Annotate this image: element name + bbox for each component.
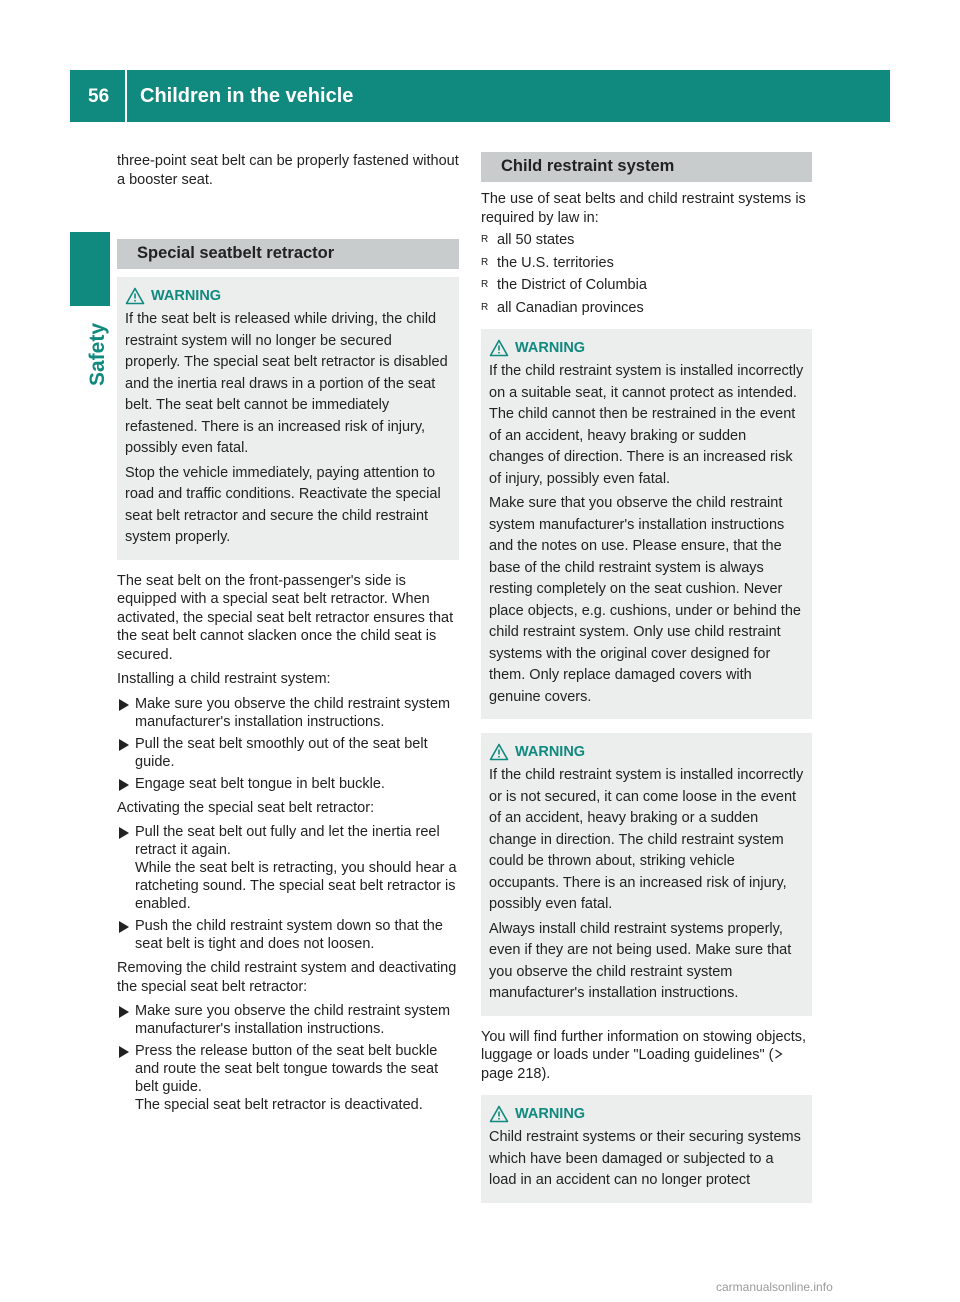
bullet-r-icon: R (481, 234, 489, 245)
warning-box-securing (481, 733, 812, 1016)
step-item (117, 823, 459, 913)
bullet-r-icon: R (481, 301, 489, 313)
section-heading-child-restraint: Child restraint system (481, 152, 812, 182)
step-result-note: While the seat belt is retracting, you should hear a ratcheting sound. The special seat belt retractor is enabled. (135, 860, 457, 912)
step-arrow-icon (117, 698, 131, 712)
page-title: Children in the vehicle (140, 85, 354, 107)
header-divider (125, 70, 127, 122)
warning-text: Always install child restraint systems properly, even if they are not being used. Make sure that you observe the child restraint system manufacturer's installation instructions. (489, 920, 792, 1001)
section-heading-special-retractor: Special seatbelt retractor (117, 239, 459, 269)
instruction-label: Activating the special seat belt retractor: (117, 799, 375, 816)
step-arrow-icon (117, 738, 131, 752)
right-column (481, 152, 812, 1213)
step-item (117, 695, 459, 731)
step-arrow-icon (117, 778, 131, 792)
step-text: Engage seat belt tongue in belt buckle. (135, 775, 385, 792)
step-text-main: Pull the seat belt out fully and let the inertia reel retract it again. (135, 824, 440, 858)
warning-header (489, 339, 804, 357)
warning-triangle-icon (489, 339, 509, 357)
warning-triangle-icon (125, 287, 145, 305)
list-item (481, 252, 812, 275)
intro-text: The use of seat belts and child restraint systems is required by law in: (481, 191, 806, 226)
step-item (117, 735, 459, 771)
step-text: Pull the seat belt smoothly out of the seat belt guide. (135, 735, 428, 770)
step-result-note: The special seat belt retractor is deactivated. (135, 1097, 423, 1113)
step-item (117, 1042, 459, 1114)
warning-text: If the child restraint system is installed incorrectly on a suitable seat, it cannot protect as intended. The child cannot then be restrained in the event of an accident, heavy braking or sudden changes of direction. There is an increased risk of injury, possibly even fatal. (489, 363, 804, 487)
warning-text: If the seat belt is released while driving, the child restraint system will no longer be secured properly. The special seat belt retractor is disabled and the inertia real draws in a portion of the seat belt. The seat belt cannot be immediately refastened. There is an increased risk of injury, possibly even fatal. (125, 311, 448, 456)
list-item (481, 297, 812, 320)
page-reference-icon (774, 1049, 783, 1059)
step-arrow-icon (117, 1005, 131, 1019)
page-number: 56 (88, 86, 110, 107)
warning-title: WARNING (515, 340, 586, 356)
step-arrow-icon (117, 1045, 131, 1059)
step-item (117, 775, 459, 793)
watermark: carmanualsonline.info (716, 1280, 833, 1294)
warning-title: WARNING (515, 744, 586, 760)
list-item-text: all Canadian provinces (497, 299, 644, 316)
step-arrow-icon (117, 826, 131, 840)
warning-header (489, 743, 804, 761)
list-item-text: the U.S. territories (497, 254, 614, 271)
instruction-label: Installing a child restraint system: (117, 671, 331, 687)
left-column (117, 152, 459, 1118)
list-item (481, 274, 812, 297)
warning-box-installation (481, 329, 812, 719)
step-item (117, 917, 459, 953)
page-reference-link[interactable]: page 218). (481, 1065, 551, 1082)
warning-text: Child restraint systems or their securing systems which have been damaged or subjected to a load in an accident can no longer protect (489, 1129, 801, 1188)
bullet-r-icon: R (481, 256, 489, 268)
warning-box-retractor (117, 277, 459, 560)
step-arrow-icon (117, 920, 131, 934)
step-text: Make sure you observe the child restraint system manufacturer's installation instructions. (135, 695, 451, 730)
warning-triangle-icon (489, 743, 509, 761)
bullet-r-icon: R (481, 279, 489, 290)
step-text: Push the child restraint system down so that the seat belt is tight and does not loosen. (135, 918, 443, 952)
step-item (117, 1002, 459, 1038)
warning-text: If the child restraint system is installed incorrectly or is not secured, it can come loose in the event of an accident, heavy braking or a sudden change in direction. The child restraint system could be thrown about, striking vehicle occupants. There is an increased risk of injury, possibly even fatal. (489, 767, 804, 912)
side-tab-label: Safety (86, 322, 109, 386)
warning-header (125, 287, 451, 305)
step-text: Make sure you observe the child restraint system manufacturer's installation instructions. (135, 1003, 451, 1037)
warning-text: Stop the vehicle immediately, paying attention to road and traffic conditions. Reactivate the special seat belt retractor and secure the child restraint system properly. (125, 464, 441, 545)
warning-header (489, 1105, 804, 1123)
instruction-label: Removing the child restraint system and deactivating the special seat belt retractor: (117, 960, 457, 995)
list-item-text: all 50 states (497, 232, 575, 248)
list-item (481, 229, 812, 252)
body-text: The seat belt on the front-passenger's side is equipped with a special seat belt retractor. When activated, the special seat belt retractor ensures that the seat belt cannot slacken once the child seat is secured. (117, 572, 454, 663)
warning-triangle-icon (489, 1105, 509, 1123)
intro-text: three-point seat belt can be properly fastened without a booster seat. (117, 153, 459, 188)
warning-title: WARNING (515, 1106, 586, 1122)
warning-text: Make sure that you observe the child restraint system manufacturer's installation instructions and the notes on use. Please ensure, that the base of the child restraint system is always resting completely on the seat cushion. Never place objects, e.g. cushions, under or behind the child restraint system. Only use child restraint systems with the original cover designed for them. Only replace damaged covers with genuine covers. (489, 495, 801, 705)
cross-reference-lead: You will find further information on stowing objects, luggage or loads under "Loading guidelines" ( (481, 1028, 807, 1063)
warning-box-damaged (481, 1095, 812, 1203)
step-text (135, 1042, 459, 1114)
side-tab-block (70, 232, 110, 306)
step-text-main: Press the release button of the seat belt buckle and route the seat belt tongue towards the seat belt guide. (135, 1043, 439, 1095)
list-item-text: the District of Columbia (497, 277, 647, 293)
step-text (135, 823, 459, 913)
cross-reference-text (481, 1028, 812, 1084)
warning-title: WARNING (151, 288, 222, 304)
